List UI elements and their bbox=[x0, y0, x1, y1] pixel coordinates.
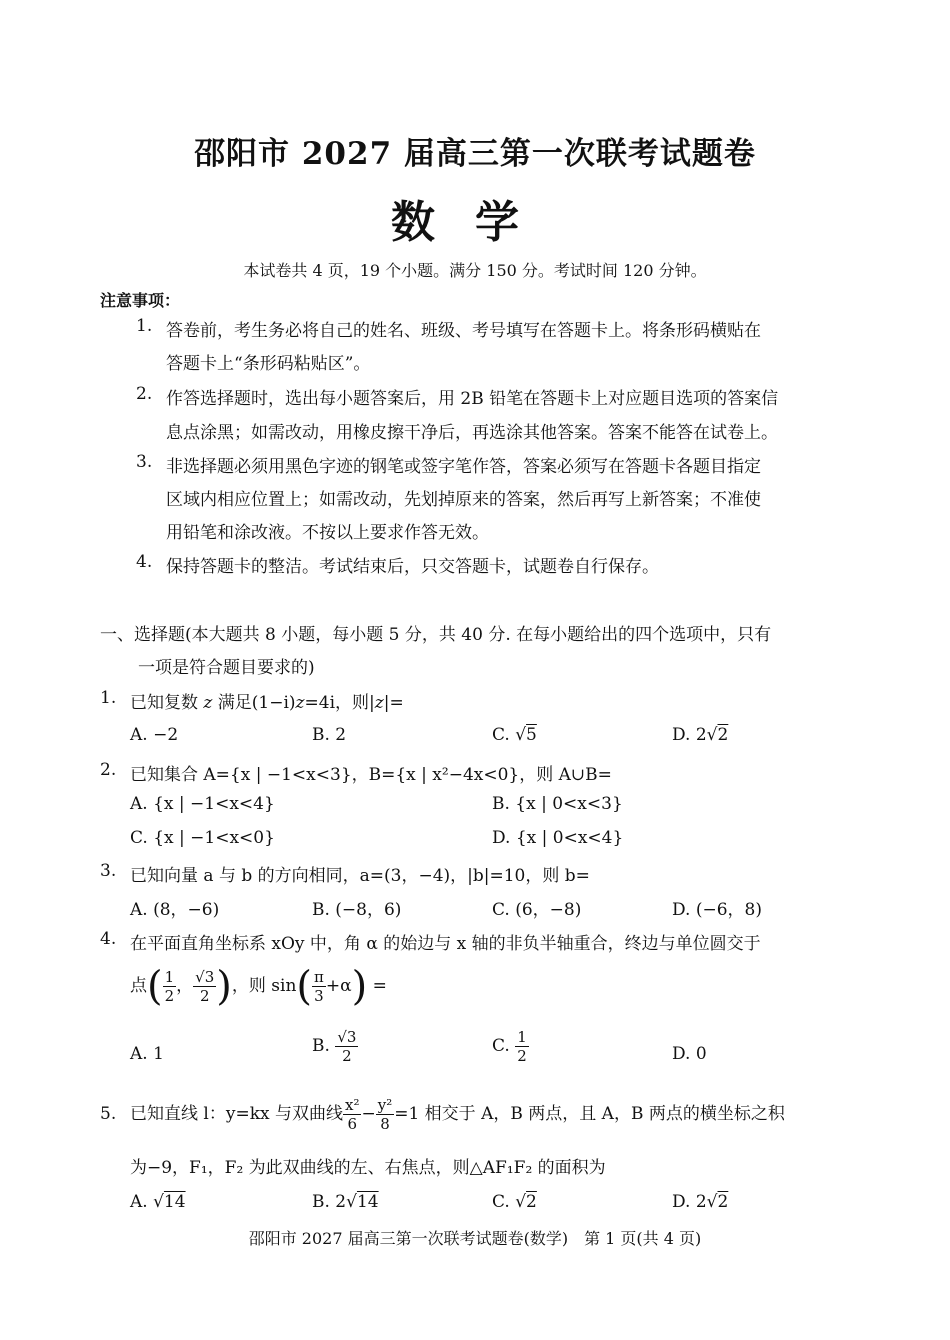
notice-item-1-line-2: 答题卡上“条形码粘贴区”。 bbox=[166, 354, 371, 374]
q5-b-value: 14 bbox=[356, 1192, 379, 1212]
q4-f2-num: √3 bbox=[195, 968, 215, 986]
q4-b-label: B. bbox=[312, 1036, 330, 1056]
q5-b-label: B. 2√ bbox=[312, 1192, 357, 1212]
question-4-option-d: D. 0 bbox=[672, 1044, 707, 1064]
q1-c-value: 5 bbox=[526, 725, 537, 745]
q4-sin-right-paren: ) bbox=[351, 963, 368, 1010]
q5-f1-den: 6 bbox=[347, 1115, 357, 1133]
q1-end: |= bbox=[383, 693, 404, 713]
q1-pre: 已知复数 bbox=[130, 693, 204, 713]
section-1-heading-text: 一、选择题(本大题共 8 小题，每小题 5 分，共 40 分. 在每小题给出的四个选项中，只有 bbox=[100, 625, 772, 645]
notice-item-1-number: 1. bbox=[136, 316, 153, 336]
question-2-stem: 已知集合 A={x | −1<x<3}，B={x | x²−4x<0}，则 A∪B= bbox=[130, 765, 612, 785]
q1-c-label: C. √ bbox=[492, 725, 527, 745]
question-4-option-c bbox=[492, 1028, 529, 1065]
q5-fraction-2 bbox=[376, 1096, 395, 1133]
q4-eq: = bbox=[367, 976, 387, 996]
q4-c-den: 2 bbox=[517, 1047, 527, 1065]
q4-right-paren: ) bbox=[216, 963, 232, 1010]
question-2-option-d: D. {x | 0<x<4} bbox=[492, 828, 624, 848]
q4-fraction-3 bbox=[312, 968, 326, 1005]
q5-f2-den: 8 bbox=[380, 1115, 390, 1133]
question-5-stem-line-1 bbox=[130, 1090, 785, 1138]
question-5-option-d bbox=[672, 1192, 728, 1212]
q4-plus-alpha: +α bbox=[325, 976, 352, 996]
q4-b-den: 2 bbox=[342, 1047, 352, 1065]
q1-var-z-3: z bbox=[374, 693, 384, 713]
notice-item-3-line-1: 非选择题必须用黑色字迹的钢笔或签字笔作答，答案必须写在答题卡各题目指定 bbox=[166, 457, 761, 477]
q5-d-value: 2 bbox=[717, 1192, 729, 1212]
section-1-heading-line-2: 一项是符合题目要求的) bbox=[138, 658, 315, 678]
q4-f1-num: 1 bbox=[164, 968, 175, 986]
q5-fraction-1 bbox=[343, 1096, 361, 1133]
q4-c-fraction bbox=[515, 1028, 529, 1065]
question-5-stem-line-2: 为−9，F₁，F₂ 为此双曲线的左、右焦点，则△AF₁F₂ 的面积为 bbox=[130, 1158, 606, 1178]
question-3-number: 3. bbox=[100, 861, 117, 881]
q5-f1-num: x² bbox=[344, 1096, 360, 1114]
q4-f3-den: 3 bbox=[314, 987, 324, 1005]
notice-item-3-line-2: 区域内相应位置上；如需改动，先划掉原来的答案，然后再写上新答案；不准使 bbox=[166, 490, 761, 510]
question-3-option-c: C. (6，−8) bbox=[492, 900, 582, 920]
question-5-option-a bbox=[130, 1192, 186, 1212]
notice-item-1-line-1: 答卷前，考生务必将自己的姓名、班级、考号填写在答题卡上。将条形码横贴在 bbox=[166, 321, 761, 341]
q4-f2-den: 2 bbox=[199, 987, 210, 1005]
question-5-option-c bbox=[492, 1192, 537, 1212]
question-3-stem: 已知向量 a 与 b 的方向相同，a=(3，−4)，|b|=10，则 b= bbox=[130, 866, 590, 886]
q4-sin-left-paren: ( bbox=[296, 963, 312, 1010]
question-3-option-b: B. (−8，6) bbox=[312, 900, 402, 920]
question-4-option-b bbox=[312, 1028, 358, 1065]
question-2-option-c: C. {x | −1<x<0} bbox=[130, 828, 275, 848]
q4-b-num: √3 bbox=[337, 1028, 357, 1046]
q4-fraction-2 bbox=[193, 968, 216, 1005]
subject-title: 数学 bbox=[391, 197, 559, 248]
exam-info: 本试卷共 4 页，19 个小题。满分 150 分。考试时间 120 分钟。 bbox=[243, 261, 707, 280]
question-4-stem-line-2 bbox=[130, 960, 387, 1012]
q4-comma: ， bbox=[176, 976, 194, 996]
q5-c-value: 2 bbox=[526, 1192, 537, 1212]
question-5-number: 5. bbox=[100, 1104, 117, 1124]
question-2-number: 2. bbox=[100, 760, 117, 780]
exam-title: 邵阳市 2027 届高三第一次联考试题卷 bbox=[194, 136, 756, 172]
q1-mid: 满足(1−i) bbox=[212, 693, 296, 713]
q4-point-pre: 点 bbox=[130, 976, 147, 996]
question-4-option-a: A. 1 bbox=[130, 1044, 164, 1064]
question-4-number: 4. bbox=[100, 929, 117, 949]
notice-item-3-number: 3. bbox=[136, 452, 153, 472]
question-1-option-b: B. 2 bbox=[312, 725, 347, 745]
q1-eq: =4i，则| bbox=[304, 693, 375, 713]
question-1-option-d bbox=[672, 725, 728, 745]
q5-post: =1 相交于 A，B 两点，且 A，B 两点的横坐标之积 bbox=[394, 1104, 785, 1124]
notice-item-2-number: 2. bbox=[136, 384, 153, 404]
q5-a-value: 14 bbox=[163, 1192, 186, 1212]
q4-left-paren: ( bbox=[147, 963, 163, 1010]
q4-c-num: 1 bbox=[517, 1028, 527, 1046]
question-4-stem-line-1: 在平面直角坐标系 xOy 中，角 α 的始边与 x 轴的非负半轴重合，终边与单位圆交于 bbox=[130, 934, 761, 954]
question-5-option-b bbox=[312, 1192, 379, 1212]
question-1-stem bbox=[130, 688, 404, 713]
page-footer: 邵阳市 2027 届高三第一次联考试题卷(数学) 第 1 页(共 4 页) bbox=[248, 1229, 702, 1248]
question-1-option-c bbox=[492, 725, 537, 745]
q4-f1-den: 2 bbox=[164, 987, 175, 1005]
notice-heading: 注意事项： bbox=[100, 291, 181, 310]
question-1-option-a: A. −2 bbox=[130, 725, 179, 745]
notice-item-3-line-3: 用铅笔和涂改液。不按以上要求作答无效。 bbox=[166, 523, 489, 543]
q4-f3-num: π bbox=[314, 968, 324, 986]
question-2-option-b: B. {x | 0<x<3} bbox=[492, 794, 623, 814]
question-3-option-a: A. (8，−6) bbox=[130, 900, 220, 920]
q1-d-label: D. 2√ bbox=[672, 725, 718, 745]
q5-f2-num: y² bbox=[377, 1096, 393, 1114]
q1-d-value: 2 bbox=[717, 725, 729, 745]
notice-item-2-line-2: 息点涂黑；如需改动，用橡皮擦干净后，再选涂其他答案。答案不能答在试卷上。 bbox=[166, 423, 778, 443]
section-1-heading bbox=[100, 620, 771, 645]
question-2-option-a: A. {x | −1<x<4} bbox=[130, 794, 275, 814]
q5-d-label: D. 2√ bbox=[672, 1192, 718, 1212]
q4-then: ，则 sin bbox=[231, 976, 297, 996]
q1-var-z: z bbox=[203, 693, 213, 713]
q1-var-z-2: z bbox=[295, 693, 305, 713]
q4-fraction-1 bbox=[163, 968, 177, 1005]
q5-c-label: C. √ bbox=[492, 1192, 527, 1212]
q4-c-label: C. bbox=[492, 1036, 510, 1056]
notice-item-4-line-1: 保持答题卡的整洁。考试结束后，只交答题卡，试题卷自行保存。 bbox=[166, 557, 659, 577]
question-3-option-d: D. (−6，8) bbox=[672, 900, 762, 920]
question-1-number: 1. bbox=[100, 688, 117, 708]
notice-item-4-number: 4. bbox=[136, 552, 153, 572]
q5-a-label: A. √ bbox=[130, 1192, 164, 1212]
notice-item-2-line-1: 作答选择题时，选出每小题答案后，用 2B 铅笔在答题卡上对应题目选项的答案信 bbox=[166, 389, 779, 409]
q5-minus: − bbox=[361, 1104, 376, 1124]
q4-b-fraction bbox=[335, 1028, 358, 1065]
q5-pre: 已知直线 l：y=kx 与双曲线 bbox=[130, 1104, 343, 1124]
